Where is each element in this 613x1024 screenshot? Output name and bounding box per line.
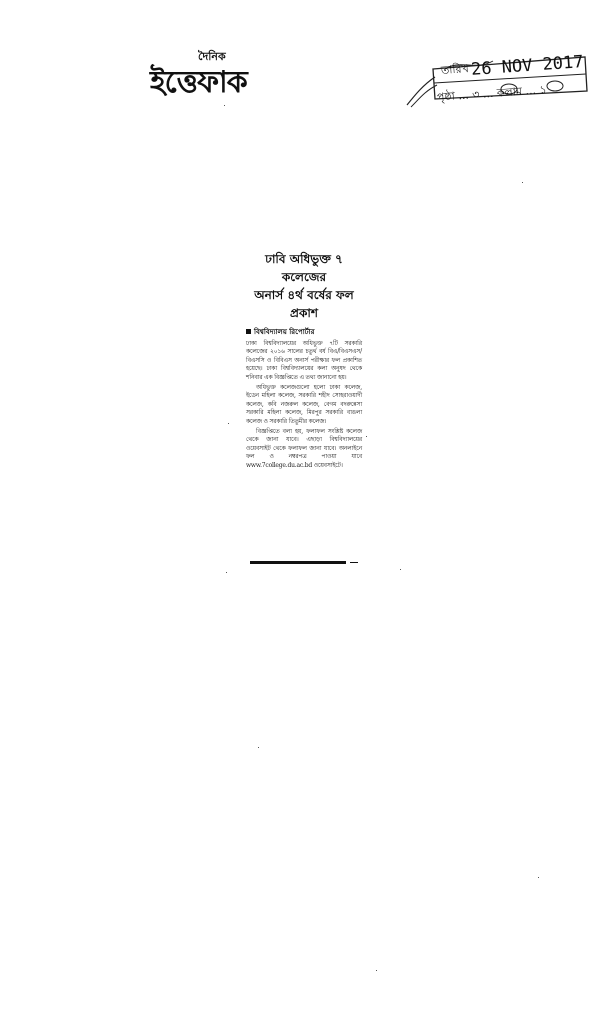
scan-speck (522, 182, 523, 183)
article-end-rule-short (350, 562, 358, 563)
article-end-rule (250, 561, 346, 564)
scan-speck (400, 569, 401, 570)
stamp-page-value: ৩ (471, 87, 480, 102)
headline-line-3: প্রকাশ (290, 306, 318, 320)
scan-speck (258, 747, 259, 748)
headline-line-2: অনার্স ৪র্থ বর্ষের ফল (254, 288, 354, 302)
article-headline (246, 250, 362, 322)
bullet-square-icon (246, 329, 251, 334)
masthead-subtitle: দৈনিক (198, 50, 226, 63)
scan-speck (538, 877, 539, 878)
scan-speck (228, 423, 229, 424)
clipping-stamp (405, 52, 590, 115)
headline-line-1: ঢাবি অধিভুক্ত ৭ কলেজের (265, 252, 343, 284)
stamp-page-label: পৃষ্ঠা (436, 89, 456, 104)
scan-speck (226, 572, 227, 573)
stamp-date: 26 NOV 2017 (470, 52, 585, 80)
byline-text: বিশ্ববিদ্যালয় রিপোর্টার (254, 328, 315, 336)
stamp-page-row: পৃষ্ঠা ... ৩ ... কলাম ... ১ (436, 83, 548, 104)
masthead-title: ইত্তেফাক (150, 65, 247, 100)
article-byline (246, 326, 362, 338)
stamp-column-label: কলাম (496, 84, 523, 100)
stamp-column-value: ১ (539, 83, 548, 97)
article-paragraph: ঢাকা বিশ্ববিদ্যালয়ের অধিভুক্ত ৭টি সরকারি কলেজের ২০১৬ সালের চতুর্থ বর্ষ বিএ/বিএসএস/বিএসসি ও বিবিএস অনার্স পরীক্ষার ফল প্রকাশিত হয়েছে। ঢাকা বিশ্ববিদ্যালয়ের কলা অনুষদ থেকে শনিবার এক বিজ্ঞপ্তিতে এ তথ্য জানানো হয়। (246, 340, 362, 381)
scan-speck (224, 105, 225, 106)
article-paragraph: অধিভুক্ত কলেজগুলো হলো ঢাকা কলেজ, ইডেন মহিলা কলেজ, সরকারি শহীদ সোহরাওয়ার্দী কলেজ, কবি নজরুল কলেজ, বেগম বদরুন্নেসা সরকারি মহিলা কলেজ, মিরপুর সরকারি বাঙলা কলেজ ও সরকারি তিতুমীর কলেজ। (246, 384, 362, 425)
news-article (246, 250, 362, 470)
article-paragraph: বিজ্ঞপ্তিতে বলা হয়, ফলাফল সংশ্লিষ্ট কলেজ থেকে জানা যাবে। এছাড়া বিশ্ববিদ্যালয়ের ওয়েবসাইট থেকে ফলাফল জানা যাবে। অনলাইনে ফল ও নম্বরপত্র পাওয়া যাবে www.7college.du.ac.bd ওয়েবসাইটে। (246, 428, 362, 469)
scan-speck (366, 436, 367, 437)
newspaper-masthead (150, 48, 285, 108)
stamp-date-label: তারিখ (440, 62, 470, 77)
scan-speck (376, 970, 377, 971)
